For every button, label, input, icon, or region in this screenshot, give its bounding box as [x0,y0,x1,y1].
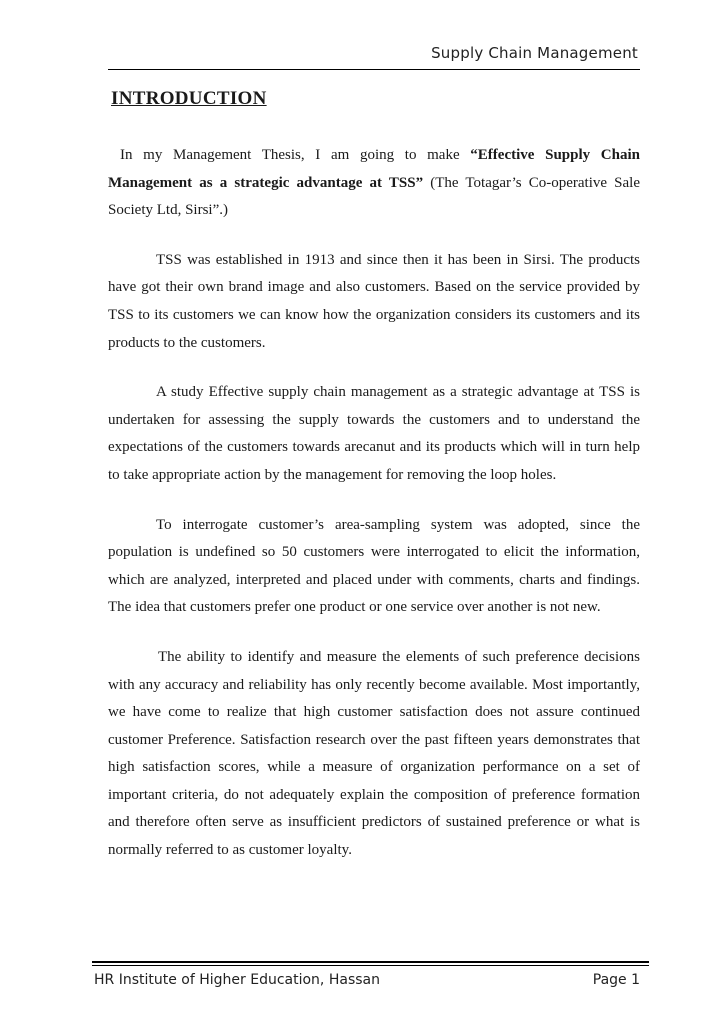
paragraph-2: TSS was established in 1913 and since then it has been in Sirsi. The products have got their own brand image and also customers. Based on the service provided by TSS to its customers we can know how the organization considers its customers and its products to the customers. [108,251,640,351]
page-content [108,88,640,887]
footer-page-number: Page 1 [592,972,640,988]
paragraph-1 [108,142,640,225]
header-rule [108,69,640,70]
section-title: INTRODUCTION [111,88,267,109]
paragraph-4: To interrogate customer’s area-sampling system was adopted, since the population is undefined so 50 customers were interrogated to elicit the information, which are analyzed, interpreted and placed under with comments, charts and findings. The idea that customers prefer one product or one service over another is not new. [108,516,640,616]
paragraph-3: A study Effective supply chain management as a strategic advantage at TSS is undertaken for assessing the supply towards the customers and to understand the expectations of the customers towards arecanut and its products which will in turn help to take appropriate action by the management for removing the loop holes. [108,384,640,483]
running-header-title: Supply Chain Management [431,44,638,62]
paragraph-1-bold-title: “Effective Supply Chain Management as a strategic advantage at TSS” [108,147,640,191]
footer-rule-thin [92,965,649,966]
paragraph-5: The ability to identify and measure the elements of such preference decisions with any accuracy and reliability has only recently become available. Most importantly, we have come to realize that high customer satisfaction does not assure continued customer Preference. Satisfaction research over the past fifteen years demonstrates that high satisfaction scores, while a measure of organization performance on a set of important criteria, do not adequately explain the composition of preference formation and therefore often serve as insufficient predictors of sustained preference or what is normally referred to as customer loyalty. [108,648,640,859]
paragraph-1-lead: In my Management Thesis, I am going to make [120,147,471,163]
paragraph-1-tail: (The Totagar’s Co-operative Sale Society Ltd, Sirsi”.) [108,174,640,219]
footer-institution: HR Institute of Higher Education, Hassan [94,972,380,988]
footer-rule [92,961,649,963]
